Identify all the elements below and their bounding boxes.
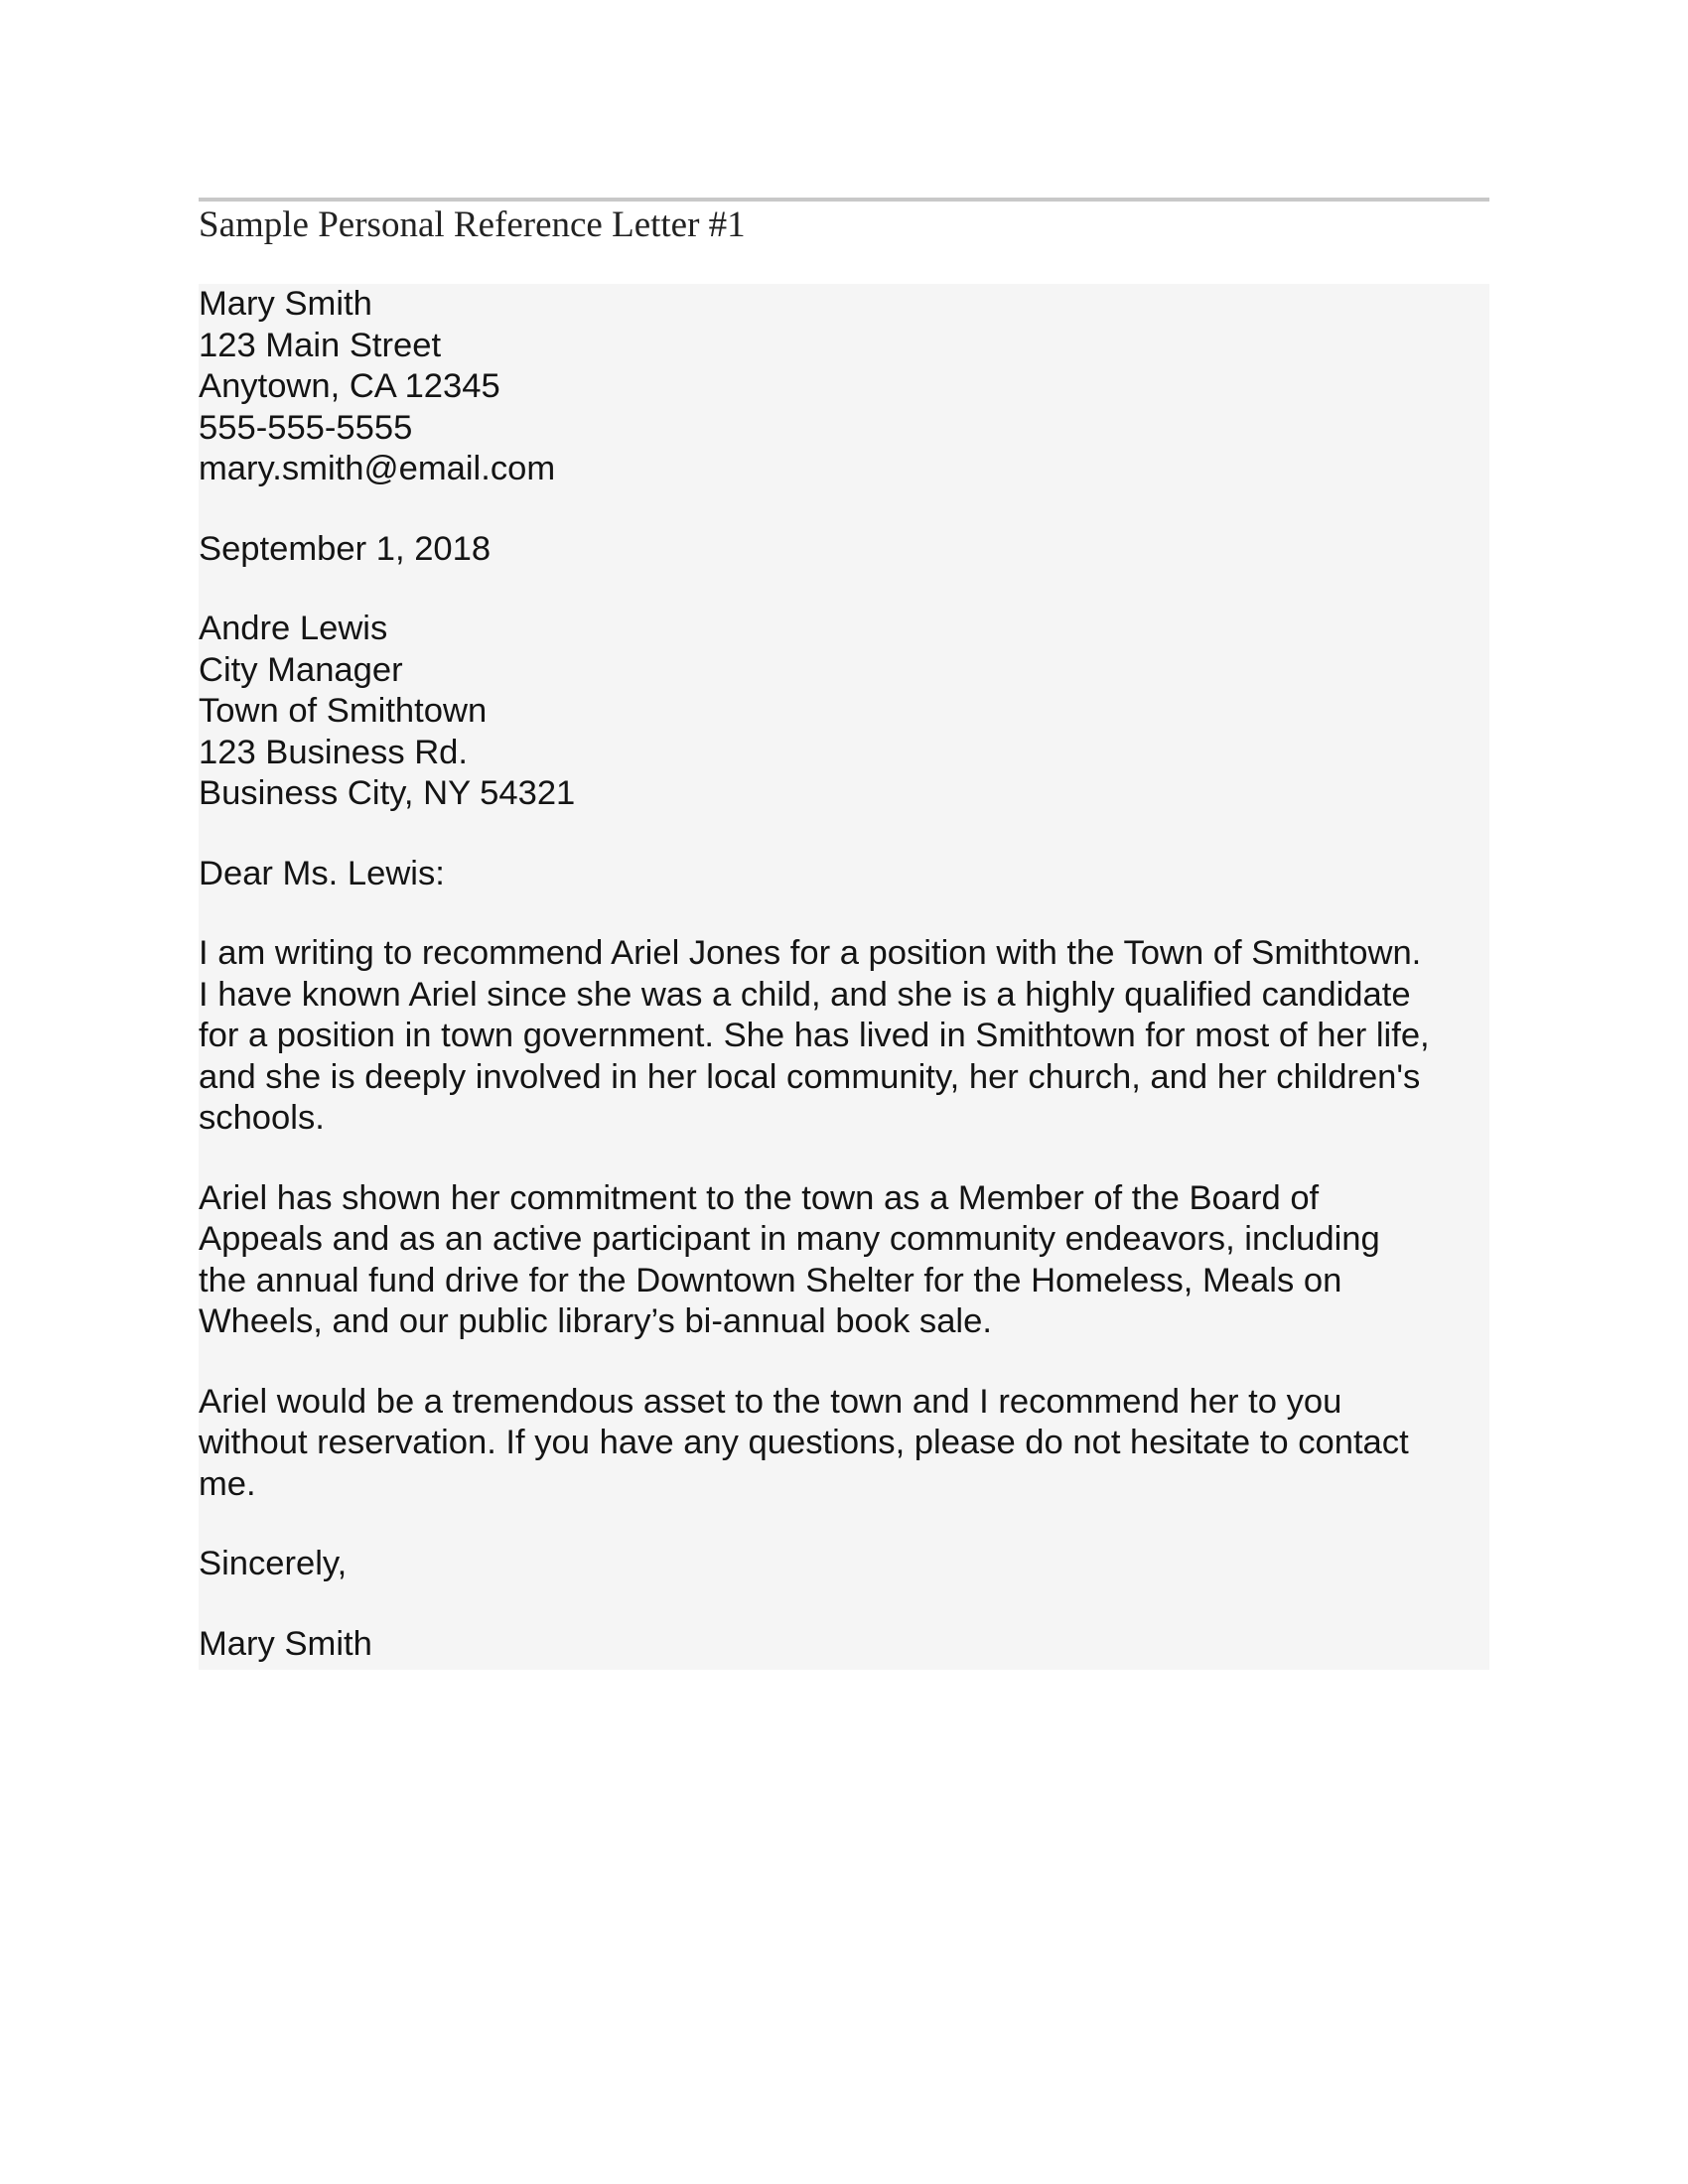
body-paragraph-3: [199, 1382, 1489, 1506]
signature-block: [199, 1624, 1489, 1666]
sender-phone: 555-555-5555: [199, 408, 413, 447]
sender-city-state-zip: Anytown, CA 12345: [199, 367, 500, 405]
paragraph-line: for a position in town government. She has lived in Smithtown for most of her life,: [199, 1017, 1430, 1054]
paragraph-line: schools.: [199, 1099, 325, 1137]
body-paragraph-2: [199, 1178, 1489, 1343]
paragraph-line: I have known Ariel since she was a child, and she is a highly qualified candidate: [199, 975, 1411, 1014]
signature-name: Mary Smith: [199, 1624, 372, 1663]
paragraph-line: me.: [199, 1464, 256, 1503]
sender-name: Mary Smith: [199, 285, 372, 323]
letter-body: [199, 284, 1489, 1670]
recipient-title: City Manager: [199, 650, 403, 689]
letter-date-block: [199, 529, 1489, 571]
recipient-city-state-zip: Business City, NY 54321: [199, 774, 576, 812]
paragraph-line: Ariel has shown her commitment to the town as a Member of the Board of: [199, 1178, 1320, 1217]
document-title: Sample Personal Reference Letter #1: [199, 205, 746, 245]
recipient-organization: Town of Smithtown: [199, 692, 488, 730]
paragraph-line: Ariel would be a tremendous asset to the town and I recommend her to you: [199, 1382, 1342, 1421]
closing: Sincerely,: [199, 1545, 348, 1582]
salutation-block: [199, 854, 1489, 895]
paragraph-line: the annual fund drive for the Downtown Shelter for the Homeless, Meals on: [199, 1261, 1342, 1299]
letter-date: September 1, 2018: [199, 529, 492, 568]
paragraph-line: without reservation. If you have any questions, please do not hesitate to contact: [199, 1424, 1409, 1461]
sender-email: mary.smith@email.com: [199, 450, 556, 487]
paragraph-line: Wheels, and our public library’s bi-annual book sale.: [199, 1302, 992, 1340]
recipient-name: Andre Lewis: [199, 610, 388, 647]
recipient-street: 123 Business Rd.: [199, 733, 469, 771]
sender-address: [199, 284, 1489, 490]
recipient-address: [199, 609, 1489, 815]
closing-block: [199, 1544, 1489, 1585]
body-paragraph-1: [199, 933, 1489, 1140]
salutation: Dear Ms. Lewis:: [199, 854, 445, 892]
paragraph-line: and she is deeply involved in her local community, her church, and her children's: [199, 1057, 1421, 1096]
paragraph-line: Appeals and as an active participant in many community endeavors, including: [199, 1220, 1380, 1258]
paragraph-line: I am writing to recommend Ariel Jones for a position with the Town of Smithtown.: [199, 934, 1422, 972]
sender-street: 123 Main Street: [199, 326, 442, 364]
